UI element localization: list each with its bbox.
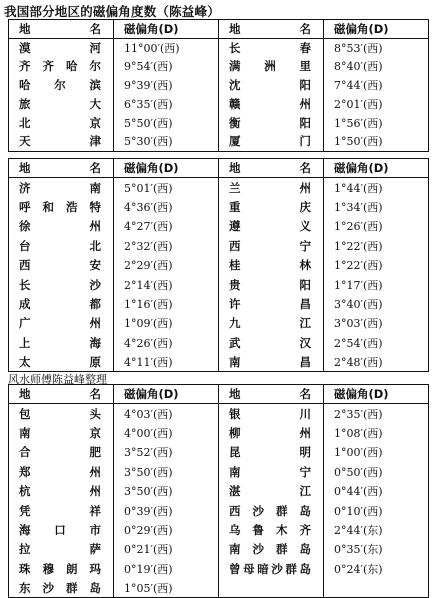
place-name-right: 兰州 (219, 178, 324, 197)
place-name-left: 杭州 (9, 481, 114, 500)
place-name-right: 厦门 (219, 132, 324, 151)
place-name-right: 沈阳 (219, 76, 324, 95)
page-title: 我国部分地区的磁偏角度数（陈益峰） (4, 4, 220, 19)
declination-value-right: 1°56′(西) (334, 116, 383, 130)
declination-value-right: 3°03′(西) (334, 317, 383, 331)
place-name-left: 广州 (9, 314, 114, 333)
table-header-row (9, 159, 429, 178)
place-name-left: 郑州 (9, 462, 114, 481)
place-name-left: 济南 (9, 178, 114, 197)
declination-table-2 (8, 158, 429, 372)
header-place-left: 地 名 (9, 20, 114, 39)
declination-value-right: 2°44′(东) (334, 523, 383, 537)
declination-value-left: 2°32′(西) (114, 236, 219, 255)
declination-value-left: 9°54′(西) (114, 57, 219, 76)
table-row (9, 314, 429, 333)
declination-value-left: 4°26′(西) (114, 333, 219, 352)
declination-value-left: 4°27′(西) (114, 217, 219, 236)
table-row (9, 255, 429, 274)
declination-value-right: 7°44′(西) (334, 79, 383, 93)
declination-value-left: 3°50′(西) (114, 481, 219, 500)
declination-value-left: 1°09′(西) (114, 314, 219, 333)
table-row (9, 57, 429, 76)
declination-value-right: 1°22′(西) (334, 239, 383, 253)
declination-value-right: 2°48′(西) (334, 355, 383, 369)
header-value-left: 磁偏角(D) (114, 159, 219, 178)
table-row (9, 38, 429, 57)
declination-value-right: 1°44′(西) (334, 181, 383, 195)
declination-value-left: 9°39′(西) (114, 76, 219, 95)
declination-value-left: 5°50′(西) (114, 113, 219, 132)
declination-value-right: 0°50′(西) (334, 465, 383, 479)
table-row (9, 275, 429, 294)
place-name-right: 遵义 (219, 217, 324, 236)
table-row (9, 462, 429, 481)
declination-value-left: 4°36′(西) (114, 197, 219, 216)
declination-value-left: 5°30′(西) (114, 132, 219, 151)
header-value-left: 磁偏角(D) (114, 20, 219, 39)
table-row (9, 559, 429, 578)
declination-value-right: 0°35′(东) (334, 543, 383, 557)
table-row (9, 333, 429, 352)
place-name-left: 合肥 (9, 443, 114, 462)
place-name-right: 长春 (219, 38, 324, 57)
declination-value-left: 4°03′(西) (114, 404, 219, 423)
declination-value-left: 1°16′(西) (114, 294, 219, 313)
place-name-left: 徐州 (9, 217, 114, 236)
declination-value-right: 1°22′(西) (334, 259, 383, 273)
place-name-right: 昆明 (219, 443, 324, 462)
place-name-left: 太原 (9, 352, 114, 371)
declination-value-left: 6°35′(西) (114, 95, 219, 114)
declination-value-right: 8°53′(西) (334, 41, 383, 55)
place-name-right: 重庆 (219, 197, 324, 216)
place-name-right: 武汉 (219, 333, 324, 352)
declination-value-right: 2°54′(西) (334, 336, 383, 350)
place-name-right: 九江 (219, 314, 324, 333)
place-name-right: 西沙群岛 (219, 501, 324, 520)
place-name-left: 拉萨 (9, 540, 114, 559)
place-name-right: 赣州 (219, 95, 324, 114)
place-name-left: 南京 (9, 423, 114, 442)
declination-value-right: 0°10′(西) (334, 504, 383, 518)
declination-value-left: 4°00′(西) (114, 423, 219, 442)
header-value-left: 磁偏角(D) (114, 385, 219, 404)
header-place-left: 地 名 (9, 159, 114, 178)
place-name-right: 南昌 (219, 352, 324, 371)
declination-value-right: 0°44′(西) (334, 485, 383, 499)
table-row (9, 540, 429, 559)
place-name-left: 天津 (9, 132, 114, 151)
table-row (9, 520, 429, 539)
declination-value-right (324, 578, 429, 597)
table-row (9, 578, 429, 597)
place-name-left: 台北 (9, 236, 114, 255)
place-name-right: 桂林 (219, 255, 324, 274)
place-name-right: 南沙群岛 (219, 540, 324, 559)
table-header-row (9, 20, 429, 39)
declination-table-3 (8, 384, 429, 598)
header-value-right: 磁偏角(D) (324, 159, 429, 178)
place-name-right: 许昌 (219, 294, 324, 313)
place-name-right: 衡阳 (219, 113, 324, 132)
place-name-right: 西宁 (219, 236, 324, 255)
declination-value-left: 2°29′(西) (114, 255, 219, 274)
table-row (9, 501, 429, 520)
place-name-left: 凭祥 (9, 501, 114, 520)
table-row (9, 113, 429, 132)
table-row (9, 294, 429, 313)
compiler-note: 风水师傅陈益峰整理 (8, 373, 107, 386)
header-place-right: 地 名 (219, 385, 324, 404)
place-name-left: 呼和浩特 (9, 197, 114, 216)
place-name-left: 北京 (9, 113, 114, 132)
table-header-row (9, 385, 429, 404)
place-name-left: 成都 (9, 294, 114, 313)
place-name-right: 柳州 (219, 423, 324, 442)
declination-value-left: 1°05′(西) (114, 578, 219, 597)
place-name-right: 银川 (219, 404, 324, 423)
declination-value-right: 0°24′(东) (334, 562, 383, 576)
declination-value-left: 0°39′(西) (114, 501, 219, 520)
declination-value-left: 3°52′(西) (114, 443, 219, 462)
declination-value-left: 3°50′(西) (114, 462, 219, 481)
declination-value-right: 1°34′(西) (334, 200, 383, 214)
place-name-left: 东沙群岛 (9, 578, 114, 597)
place-name-right (219, 578, 324, 597)
table-row (9, 217, 429, 236)
header-place-right: 地 名 (219, 20, 324, 39)
place-name-right: 乌鲁木齐 (219, 520, 324, 539)
table-row (9, 352, 429, 371)
place-name-right: 曾母暗沙群岛 (219, 559, 324, 578)
declination-value-right: 1°08′(西) (334, 426, 383, 440)
place-name-left: 漠河 (9, 38, 114, 57)
declination-value-right: 1°00′(西) (334, 446, 383, 460)
table-row (9, 423, 429, 442)
table-row (9, 404, 429, 423)
table-row (9, 236, 429, 255)
header-value-right: 磁偏角(D) (324, 385, 429, 404)
declination-table-1 (8, 19, 429, 152)
declination-value-left: 0°21′(西) (114, 540, 219, 559)
place-name-left: 旅大 (9, 95, 114, 114)
declination-value-right: 2°01′(西) (334, 98, 383, 112)
place-name-right: 南宁 (219, 462, 324, 481)
place-name-left: 齐齐哈尔 (9, 57, 114, 76)
table-row (9, 178, 429, 197)
declination-value-left: 4°11′(西) (114, 352, 219, 371)
declination-value-right: 1°17′(西) (334, 278, 383, 292)
place-name-left: 哈尔滨 (9, 76, 114, 95)
header-place-left: 地 名 (9, 385, 114, 404)
place-name-left: 上海 (9, 333, 114, 352)
place-name-left: 海口市 (9, 520, 114, 539)
header-value-right: 磁偏角(D) (324, 20, 429, 39)
table-row (9, 443, 429, 462)
table-row (9, 197, 429, 216)
place-name-left: 珠穆朗玛 (9, 559, 114, 578)
table-row (9, 481, 429, 500)
table-row (9, 95, 429, 114)
place-name-left: 长沙 (9, 275, 114, 294)
place-name-right: 湛江 (219, 481, 324, 500)
declination-value-right: 2°35′(西) (334, 407, 383, 421)
declination-value-right: 3°40′(西) (334, 297, 383, 311)
table-row (9, 76, 429, 95)
place-name-right: 贵阳 (219, 275, 324, 294)
place-name-right: 满洲里 (219, 57, 324, 76)
declination-value-right: 1°50′(西) (334, 135, 383, 149)
declination-value-left: 11°00′(西) (114, 38, 219, 57)
header-place-right: 地 名 (219, 159, 324, 178)
place-name-left: 西安 (9, 255, 114, 274)
declination-value-left: 5°01′(西) (114, 178, 219, 197)
place-name-left: 包头 (9, 404, 114, 423)
declination-value-left: 2°14′(西) (114, 275, 219, 294)
declination-value-left: 0°19′(西) (114, 559, 219, 578)
declination-value-left: 0°29′(西) (114, 520, 219, 539)
declination-value-right: 1°26′(西) (334, 220, 383, 234)
declination-value-right: 8°40′(西) (334, 60, 383, 74)
table-row (9, 132, 429, 151)
